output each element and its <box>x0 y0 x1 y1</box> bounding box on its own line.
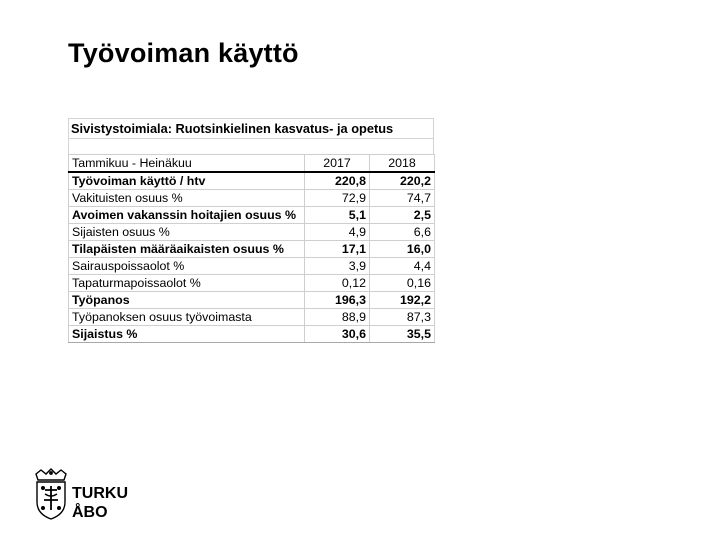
value-2018: 87,3 <box>370 309 435 326</box>
year-2018-header: 2018 <box>370 155 435 173</box>
table-row <box>69 309 435 326</box>
empty-row <box>68 138 434 154</box>
header-row <box>69 155 435 173</box>
logo-line-turku: TURKU <box>72 485 128 502</box>
value-2018: 4,4 <box>370 258 435 275</box>
value-2018: 74,7 <box>370 190 435 207</box>
value-2017: 17,1 <box>305 241 370 258</box>
value-2017: 72,9 <box>305 190 370 207</box>
table-row <box>69 224 435 241</box>
table-row <box>69 258 435 275</box>
value-2017: 3,9 <box>305 258 370 275</box>
value-2017: 0,12 <box>305 275 370 292</box>
data-table <box>68 154 435 343</box>
value-2017: 30,6 <box>305 326 370 343</box>
value-2018: 0,16 <box>370 275 435 292</box>
row-label: Avoimen vakanssin hoitajien osuus % <box>69 207 305 224</box>
value-2017: 5,1 <box>305 207 370 224</box>
row-label: Sijaistus % <box>69 326 305 343</box>
row-label: Työpanos <box>69 292 305 309</box>
year-2017-header: 2017 <box>305 155 370 173</box>
table-row <box>69 275 435 292</box>
value-2018: 2,5 <box>370 207 435 224</box>
logo-line-abo: ÅBO <box>72 504 108 521</box>
row-label: Tapaturmapoissaolot % <box>69 275 305 292</box>
value-2018: 220,2 <box>370 172 435 190</box>
table-row <box>69 190 435 207</box>
table-row <box>69 172 435 190</box>
table-row <box>69 207 435 224</box>
value-2017: 196,3 <box>305 292 370 309</box>
table-row <box>69 292 435 309</box>
row-label: Tilapäisten määräaikaisten osuus % <box>69 241 305 258</box>
table-row <box>69 241 435 258</box>
row-label: Sairauspoissaolot % <box>69 258 305 275</box>
row-label: Työvoiman käyttö / htv <box>69 172 305 190</box>
value-2017: 4,9 <box>305 224 370 241</box>
row-label: Työpanoksen osuus työvoimasta <box>69 309 305 326</box>
table-row <box>69 326 435 343</box>
logo-text <box>72 484 128 522</box>
period-header: Tammikuu - Heinäkuu <box>69 155 305 173</box>
spreadsheet-table <box>68 118 434 343</box>
value-2018: 16,0 <box>370 241 435 258</box>
value-2017: 88,9 <box>305 309 370 326</box>
value-2018: 6,6 <box>370 224 435 241</box>
row-label: Sijaisten osuus % <box>69 224 305 241</box>
row-label: Vakituisten osuus % <box>69 190 305 207</box>
value-2017: 220,8 <box>305 172 370 190</box>
value-2018: 35,5 <box>370 326 435 343</box>
slide-title: Työvoiman käyttö <box>68 38 299 68</box>
value-2018: 192,2 <box>370 292 435 309</box>
table-caption: Sivistystoimiala: Ruotsinkielinen kasvatus- ja opetus <box>68 118 434 138</box>
